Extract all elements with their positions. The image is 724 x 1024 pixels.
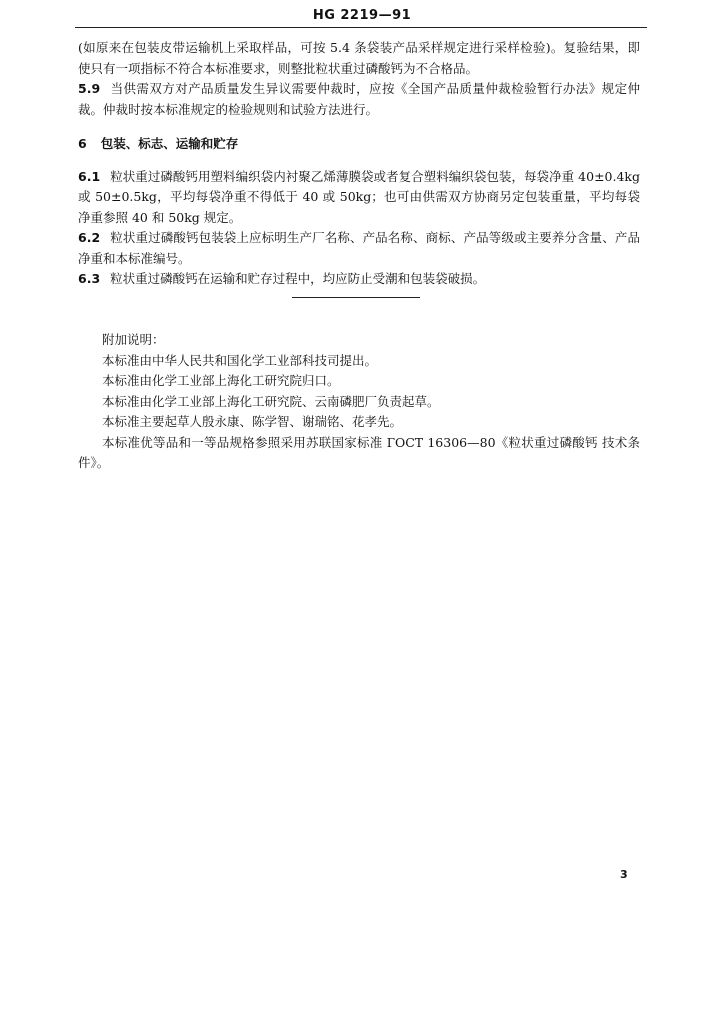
notes-title: 附加说明： xyxy=(102,332,165,347)
clause-text: 粒状重过磷酸钙在运输和贮存过程中，均应防止受潮和包装袋破损。 xyxy=(110,271,486,286)
section-6-heading xyxy=(78,134,640,155)
page-number: 3 xyxy=(620,868,628,881)
standard-code-header: HG 2219—91 xyxy=(312,8,412,23)
clause-6-2 xyxy=(78,228,640,269)
clause-number: 6.1 xyxy=(78,168,101,184)
clause-number: 5.9 xyxy=(78,81,101,96)
note-line: 本标准优等品和一等品规格参照采用苏联国家标准 ГОСТ 16306—80《粒状重过磷酸钙 技术条件》。 xyxy=(78,434,640,470)
additional-notes xyxy=(78,330,640,474)
clause-text: 粒状重过磷酸钙包装袋上应标明生产厂名称、产品名称、商标、产品等级或主要养分含量、产品净重和本标准编号。 xyxy=(78,230,640,266)
header-rule xyxy=(75,27,647,28)
note-line: 本标准由化学工业部上海化工研究院归口。 xyxy=(102,373,340,388)
clause-text: 粒状重过磷酸钙用塑料编织袋内衬聚乙烯薄膜袋或者复合塑料编织袋包装，每袋净重 40±0.4kg 或 50±0.5kg，平均每袋净重不得低于 40 或 50kg；也可由供需双方协商另定包装重量，平均每袋净重参照 40 和 50kg 规定。 xyxy=(78,168,640,225)
end-of-text-divider xyxy=(292,297,420,298)
clause-6-3 xyxy=(78,269,640,290)
section-number: 6 xyxy=(78,136,87,151)
clause-text: 当供需双方对产品质量发生异议需要仲裁时，应按《全国产品质量仲裁检验暂行办法》规定仲裁。仲裁时按本标准规定的检验规则和试验方法进行。 xyxy=(78,81,640,117)
note-line: 本标准由化学工业部上海化工研究院、云南磷肥厂负责起草。 xyxy=(102,393,440,409)
clause-number: 6.3 xyxy=(78,271,101,286)
document-body xyxy=(78,38,640,290)
note-line: 本标准由中华人民共和国化学工业部科技司提出。 xyxy=(102,352,378,368)
clause-6-1 xyxy=(78,167,640,229)
note-line: 本标准主要起草人殷永康、陈学智、谢瑞铭、花孝先。 xyxy=(102,414,403,429)
paragraph-continued: (如原来在包装皮带运输机上采取样品，可按 5.4 条袋装产品采样规定进行采样检验)。复验结果，即使只有一项指标不符合本标准要求，则整批粒状重过磷酸钙为不合格品。 xyxy=(78,40,640,76)
section-title: 包装、标志、运输和贮存 xyxy=(100,136,239,151)
clause-5-9 xyxy=(78,79,640,120)
clause-number: 6.2 xyxy=(78,230,101,245)
